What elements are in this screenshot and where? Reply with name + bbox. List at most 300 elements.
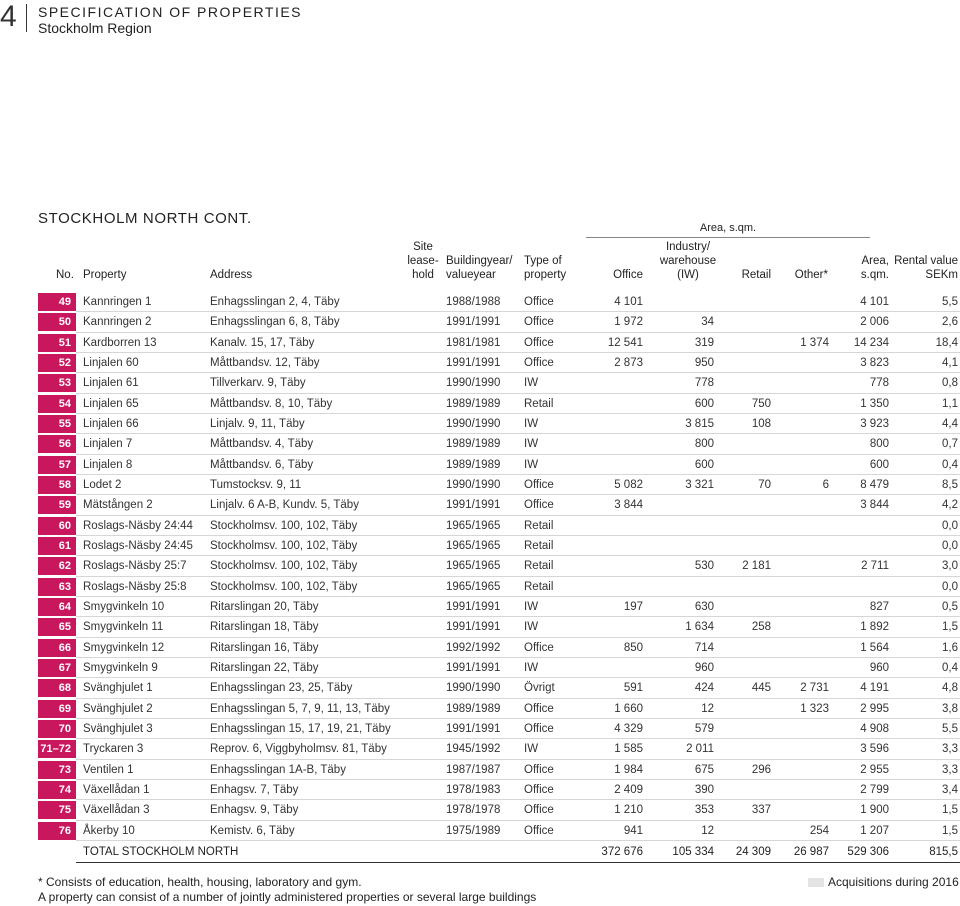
table-row bbox=[38, 414, 960, 434]
row-number-badge: 65 bbox=[38, 618, 76, 636]
cell-office: 2 409 bbox=[614, 783, 643, 796]
cell-iw: 600 bbox=[694, 458, 714, 471]
cell-year: 1991/1991 bbox=[446, 356, 501, 369]
cell-area: 827 bbox=[869, 600, 889, 613]
cell-rent: 0,0 bbox=[942, 580, 958, 593]
header-industry-line1: Industry/ bbox=[665, 241, 711, 253]
row-number-badge: 58 bbox=[38, 476, 76, 494]
cell-type: Övrigt bbox=[524, 682, 555, 695]
header-other: Other* bbox=[794, 269, 828, 281]
cell-property: Roslags-Näsby 25:7 bbox=[83, 560, 187, 573]
header-rental bbox=[890, 254, 958, 282]
cell-area: 1 892 bbox=[860, 621, 889, 634]
cell-rent: 1,5 bbox=[942, 621, 958, 634]
cell-address: Ritarslingan 22, Täby bbox=[210, 661, 319, 674]
header-building-line1: Buildingyear/ bbox=[446, 255, 513, 267]
cell-address: Kemistv. 6, Täby bbox=[210, 824, 295, 837]
cell-area: 1 900 bbox=[860, 804, 889, 817]
cell-year: 1988/1988 bbox=[446, 296, 501, 308]
cell-property: Mätstången 2 bbox=[83, 499, 153, 512]
cell-year: 1990/1990 bbox=[446, 377, 501, 390]
cell-type: Office bbox=[524, 316, 554, 329]
cell-year: 1989/1989 bbox=[446, 458, 501, 471]
row-number-badge: 56 bbox=[38, 435, 76, 453]
cell-property: Roslags-Näsby 24:44 bbox=[83, 519, 193, 532]
cell-iw: 1 634 bbox=[685, 621, 714, 634]
header-area-line1: Area, bbox=[861, 255, 889, 267]
cell-address: Enhagsslingan 15, 17, 19, 21, Täby bbox=[210, 722, 391, 735]
table-row bbox=[38, 678, 960, 698]
cell-office: 197 bbox=[623, 600, 643, 613]
cell-year: 1989/1989 bbox=[446, 397, 501, 410]
cell-address: Stockholmsv. 100, 102, Täby bbox=[210, 539, 358, 552]
cell-year: 1987/1987 bbox=[446, 763, 501, 776]
cell-address: Ritarslingan 18, Täby bbox=[210, 621, 319, 634]
cell-address: Ritarslingan 20, Täby bbox=[210, 600, 319, 613]
cell-iw: 34 bbox=[701, 316, 714, 329]
cell-area: 778 bbox=[869, 377, 889, 390]
footnote-property: A property can consist of a number of jointly administered properties or several large buildings bbox=[38, 890, 537, 904]
cell-address: Reprov. 6, Viggbyholmsv. 81, Täby bbox=[210, 743, 387, 756]
cell-rent: 4,8 bbox=[942, 682, 958, 695]
cell-property: Växellådan 1 bbox=[83, 783, 150, 796]
cell-address: Enhagsv. 7, Täby bbox=[210, 783, 299, 796]
cell-property: Roslags-Näsby 24:45 bbox=[83, 539, 193, 552]
cell-property: Tryckaren 3 bbox=[83, 743, 144, 756]
cell-address: Enhagsslingan 5, 7, 9, 11, 13, Täby bbox=[210, 702, 390, 715]
cell-year: 1991/1991 bbox=[446, 722, 501, 735]
header-industry bbox=[646, 240, 730, 282]
header-site-leasehold bbox=[402, 240, 444, 282]
cell-iw: 960 bbox=[694, 661, 714, 674]
cell-year: 1965/1965 bbox=[446, 560, 501, 573]
row-number-badge: 69 bbox=[38, 700, 76, 718]
cell-rent: 8,5 bbox=[942, 478, 958, 491]
cell-rent: 4,4 bbox=[942, 417, 958, 430]
header-area bbox=[845, 254, 889, 282]
cell-other: 6 bbox=[822, 478, 829, 491]
cell-office: 850 bbox=[623, 641, 643, 654]
cell-iw: 424 bbox=[694, 682, 714, 695]
header-building-line2: valueyear bbox=[446, 269, 496, 281]
cell-office: 5 082 bbox=[614, 478, 643, 491]
cell-office: 941 bbox=[623, 824, 643, 837]
cell-retail: 258 bbox=[751, 621, 771, 634]
table-row bbox=[38, 373, 960, 393]
row-number-badge: 68 bbox=[38, 679, 76, 697]
table-row bbox=[38, 577, 960, 597]
header-industry-line2: warehouse bbox=[659, 255, 717, 267]
cell-year: 1991/1991 bbox=[446, 621, 501, 634]
cell-year: 1975/1989 bbox=[446, 824, 501, 837]
cell-iw: 630 bbox=[694, 600, 714, 613]
cell-type: IW bbox=[524, 661, 539, 674]
page-title: SPECIFICATION OF PROPERTIES bbox=[38, 4, 303, 20]
table-row bbox=[38, 658, 960, 678]
cell-retail: 2 181 bbox=[742, 560, 771, 573]
cell-year: 1990/1990 bbox=[446, 417, 501, 430]
cell-iw: 800 bbox=[694, 438, 714, 451]
table-row bbox=[38, 495, 960, 515]
cell-type: Office bbox=[524, 478, 554, 491]
cell-rent: 1,5 bbox=[942, 804, 958, 817]
cell-property: Smygvinkeln 11 bbox=[83, 621, 164, 634]
cell-rent: 0,5 bbox=[942, 600, 958, 613]
cell-area: 3 844 bbox=[860, 499, 889, 512]
header-industry-line3: (IW) bbox=[677, 269, 699, 281]
header-address: Address bbox=[210, 269, 253, 281]
cell-type: Retail bbox=[524, 539, 554, 552]
cell-office: 2 873 bbox=[614, 356, 643, 369]
table-row bbox=[38, 475, 960, 495]
cell-rent: 0,0 bbox=[942, 519, 958, 532]
cell-address: Stockholmsv. 100, 102, Täby bbox=[210, 560, 358, 573]
cell-address: Tumstocksv. 9, 11 bbox=[210, 478, 302, 491]
cell-property: Åkerby 10 bbox=[83, 824, 135, 837]
cell-iw: 2 011 bbox=[686, 743, 714, 756]
header-site-line1: Site bbox=[413, 241, 433, 253]
cell-iw: 3 321 bbox=[685, 478, 714, 491]
cell-rent: 5,5 bbox=[942, 296, 958, 308]
cell-year: 1991/1991 bbox=[446, 316, 501, 329]
cell-office: 12 541 bbox=[607, 336, 643, 349]
cell-rent: 0,4 bbox=[942, 458, 958, 471]
cell-area: 2 995 bbox=[860, 702, 889, 715]
row-number-badge: 60 bbox=[38, 517, 76, 535]
cell-year: 1978/1983 bbox=[446, 783, 501, 796]
header-site-line3: hold bbox=[412, 269, 434, 281]
cell-property: Roslags-Näsby 25:8 bbox=[83, 580, 187, 593]
row-number-badge: 76 bbox=[38, 822, 76, 840]
cell-property: Smygvinkeln 9 bbox=[83, 661, 158, 674]
cell-rent: 2,6 bbox=[942, 316, 958, 329]
cell-year: 1991/1991 bbox=[446, 600, 501, 613]
total-row bbox=[38, 841, 960, 863]
cell-address: Enhagsslingan 23, 25, Täby bbox=[210, 682, 353, 695]
cell-area: 3 823 bbox=[860, 356, 889, 369]
cell-address: Ritarslingan 16, Täby bbox=[210, 641, 319, 654]
cell-rent: 18,4 bbox=[935, 336, 958, 349]
cell-retail: 750 bbox=[751, 397, 771, 410]
cell-rent: 1,1 bbox=[942, 397, 958, 410]
table-row bbox=[38, 800, 960, 820]
header-area-line2: s.qm. bbox=[860, 269, 889, 281]
acquisitions-legend-label: Acquisitions during 2016 bbox=[828, 875, 959, 889]
cell-type: Office bbox=[524, 722, 554, 735]
cell-address: Måttbandsv. 12, Täby bbox=[210, 356, 320, 369]
cell-rent: 3,0 bbox=[942, 560, 958, 573]
header-site-line2: lease- bbox=[407, 255, 439, 267]
cell-type: Retail bbox=[524, 580, 554, 593]
area-group-header bbox=[586, 223, 870, 238]
cell-office: 4 329 bbox=[614, 722, 643, 735]
cell-type: IW bbox=[524, 458, 539, 471]
cell-type: IW bbox=[524, 438, 539, 451]
cell-retail: 445 bbox=[751, 682, 771, 695]
table-row bbox=[38, 394, 960, 414]
total-label: TOTAL STOCKHOLM NORTH bbox=[83, 845, 239, 858]
cell-address: Stockholmsv. 100, 102, Täby bbox=[210, 580, 358, 593]
page-subtitle: Stockholm Region bbox=[38, 20, 152, 36]
cell-type: Office bbox=[524, 641, 554, 654]
row-number-badge: 62 bbox=[38, 557, 76, 575]
cell-rent: 3,4 bbox=[942, 783, 958, 796]
cell-property: Smygvinkeln 12 bbox=[83, 641, 165, 654]
cell-iw: 3 815 bbox=[685, 417, 714, 430]
header-rental-line2: SEKm bbox=[925, 269, 958, 281]
header-retail: Retail bbox=[741, 269, 771, 281]
cell-property: Linjalen 60 bbox=[83, 356, 139, 369]
header-type-line2: property bbox=[524, 269, 567, 281]
cell-property: Kardborren 13 bbox=[83, 336, 157, 349]
cell-rent: 3,8 bbox=[942, 702, 958, 715]
total-retail: 24 309 bbox=[735, 845, 771, 858]
cell-retail: 108 bbox=[751, 417, 771, 430]
row-number-badge: 70 bbox=[38, 720, 76, 738]
row-number-badge: 52 bbox=[38, 354, 76, 372]
cell-address: Måttbandsv. 4, Täby bbox=[210, 438, 314, 451]
header-rental-line1: Rental value bbox=[894, 255, 958, 267]
section-title: STOCKHOLM NORTH CONT. bbox=[38, 210, 252, 227]
table-row bbox=[38, 292, 960, 312]
cell-area: 4 191 bbox=[860, 682, 889, 695]
cell-iw: 600 bbox=[694, 397, 714, 410]
cell-area: 600 bbox=[869, 458, 889, 471]
cell-rent: 0,8 bbox=[942, 377, 958, 390]
total-area: 529 306 bbox=[847, 845, 889, 858]
cell-type: Office bbox=[524, 296, 554, 308]
cell-property: Svänghjulet 1 bbox=[83, 682, 153, 695]
cell-iw: 714 bbox=[694, 641, 714, 654]
total-divider bbox=[76, 862, 960, 863]
cell-property: Kannringen 1 bbox=[83, 296, 152, 308]
cell-type: Retail bbox=[524, 560, 554, 573]
acquisitions-legend-swatch bbox=[808, 878, 824, 887]
table-row bbox=[38, 780, 960, 800]
cell-iw: 319 bbox=[694, 336, 714, 349]
total-office: 372 676 bbox=[601, 845, 643, 858]
row-number-badge: 61 bbox=[38, 537, 76, 555]
table-row bbox=[38, 353, 960, 373]
cell-year: 1965/1965 bbox=[446, 519, 501, 532]
cell-property: Svänghjulet 3 bbox=[83, 722, 153, 735]
cell-office: 3 844 bbox=[614, 499, 643, 512]
cell-address: Tillverkarv. 9, Täby bbox=[210, 377, 306, 390]
table-row bbox=[38, 434, 960, 454]
header-type-line1: Type of bbox=[524, 255, 562, 267]
page-heading bbox=[38, 4, 302, 36]
cell-year: 1989/1989 bbox=[446, 438, 501, 451]
cell-address: Enhagsslingan 1A-B, Täby bbox=[210, 763, 346, 776]
cell-office: 1 984 bbox=[614, 763, 643, 776]
row-number-badge: 57 bbox=[38, 456, 76, 474]
cell-rent: 0,7 bbox=[942, 438, 958, 451]
total-other: 26 987 bbox=[793, 845, 829, 858]
cell-rent: 1,5 bbox=[942, 824, 958, 837]
table-row bbox=[38, 719, 960, 739]
cell-type: Office bbox=[524, 702, 554, 715]
cell-rent: 4,2 bbox=[942, 499, 958, 512]
row-number-badge: 73 bbox=[38, 761, 76, 779]
cell-type: Retail bbox=[524, 519, 554, 532]
cell-rent: 4,1 bbox=[942, 356, 958, 369]
cell-iw: 675 bbox=[694, 763, 714, 776]
cell-year: 1992/1992 bbox=[446, 641, 501, 654]
cell-address: Måttbandsv. 6, Täby bbox=[210, 458, 314, 471]
row-number-badge: 74 bbox=[38, 781, 76, 799]
cell-office: 591 bbox=[623, 682, 643, 695]
cell-type: IW bbox=[524, 377, 539, 390]
header-office: Office bbox=[613, 269, 643, 281]
cell-office: 4 101 bbox=[614, 296, 643, 308]
cell-area: 2 006 bbox=[860, 316, 889, 329]
row-number-badge: 59 bbox=[38, 496, 76, 514]
table-row bbox=[38, 536, 960, 556]
cell-year: 1981/1981 bbox=[446, 336, 501, 349]
row-number-badge: 55 bbox=[38, 415, 76, 433]
cell-year: 1978/1978 bbox=[446, 804, 501, 817]
row-number-badge: 71–72 bbox=[38, 740, 76, 758]
cell-office: 1 660 bbox=[614, 702, 643, 715]
cell-other: 2 731 bbox=[800, 682, 829, 695]
cell-area: 1 350 bbox=[860, 397, 889, 410]
cell-year: 1990/1990 bbox=[446, 682, 501, 695]
cell-year: 1991/1991 bbox=[446, 499, 501, 512]
cell-property: Växellådan 3 bbox=[83, 804, 150, 817]
row-number-badge: 53 bbox=[38, 374, 76, 392]
cell-type: Office bbox=[524, 804, 554, 817]
cell-iw: 579 bbox=[694, 722, 714, 735]
cell-type: Office bbox=[524, 499, 554, 512]
cell-year: 1945/1992 bbox=[446, 743, 501, 756]
cell-address: Enhagsslingan 2, 4, Täby bbox=[210, 296, 340, 308]
row-number-badge: 51 bbox=[38, 334, 76, 352]
cell-address: Linjalv. 6 A-B, Kundv. 5, Täby bbox=[210, 499, 359, 512]
cell-other: 254 bbox=[809, 824, 829, 837]
total-iw: 105 334 bbox=[672, 845, 714, 858]
cell-area: 1 207 bbox=[860, 824, 889, 837]
cell-rent: 0,4 bbox=[942, 661, 958, 674]
cell-iw: 12 bbox=[701, 702, 714, 715]
cell-area: 3 596 bbox=[860, 743, 889, 756]
table-row bbox=[38, 821, 960, 841]
cell-area: 1 564 bbox=[860, 641, 889, 654]
table-row bbox=[38, 617, 960, 637]
cell-address: Enhagsslingan 6, 8, Täby bbox=[210, 316, 340, 329]
cell-area: 960 bbox=[869, 661, 889, 674]
table-row bbox=[38, 699, 960, 719]
cell-iw: 12 bbox=[701, 824, 714, 837]
cell-property: Svänghjulet 2 bbox=[83, 702, 153, 715]
cell-type: Office bbox=[524, 824, 554, 837]
cell-iw: 353 bbox=[694, 804, 714, 817]
cell-property: Smygvinkeln 10 bbox=[83, 600, 165, 613]
cell-property: Ventilen 1 bbox=[83, 763, 134, 776]
cell-type: Retail bbox=[524, 397, 554, 410]
total-rent: 815,5 bbox=[929, 845, 958, 858]
table-row bbox=[38, 597, 960, 617]
header-type bbox=[524, 254, 566, 282]
cell-address: Enhagsv. 9, Täby bbox=[210, 804, 299, 817]
cell-property: Kannringen 2 bbox=[83, 316, 152, 329]
table-body bbox=[38, 292, 960, 841]
cell-type: IW bbox=[524, 743, 539, 756]
row-number-badge: 63 bbox=[38, 578, 76, 596]
table-row bbox=[38, 638, 960, 658]
cell-office: 1 972 bbox=[614, 316, 643, 329]
table-row bbox=[38, 312, 960, 332]
cell-property: Linjalen 66 bbox=[83, 417, 139, 430]
cell-year: 1991/1991 bbox=[446, 661, 501, 674]
cell-office: 1 585 bbox=[614, 743, 643, 756]
row-number-badge: 67 bbox=[38, 659, 76, 677]
header-no: No. bbox=[56, 269, 74, 281]
row-number-badge: 75 bbox=[38, 801, 76, 819]
cell-retail: 296 bbox=[751, 763, 771, 776]
table-row bbox=[38, 455, 960, 475]
cell-rent: 1,6 bbox=[942, 641, 958, 654]
cell-area: 4 101 bbox=[860, 296, 889, 308]
cell-area: 8 479 bbox=[860, 478, 889, 491]
cell-area: 14 234 bbox=[853, 336, 889, 349]
cell-type: Office bbox=[524, 336, 554, 349]
cell-iw: 950 bbox=[694, 356, 714, 369]
cell-iw: 778 bbox=[694, 377, 714, 390]
cell-type: IW bbox=[524, 621, 539, 634]
cell-retail: 70 bbox=[758, 478, 771, 491]
page-number-divider bbox=[26, 4, 27, 32]
page-number: 4 bbox=[0, 0, 17, 33]
cell-property: Linjalen 61 bbox=[83, 377, 139, 390]
cell-type: IW bbox=[524, 600, 539, 613]
cell-area: 800 bbox=[869, 438, 889, 451]
table-row bbox=[38, 333, 960, 353]
table-row bbox=[38, 760, 960, 780]
cell-address: Linjalv. 9, 11, Täby bbox=[210, 417, 305, 430]
cell-year: 1965/1965 bbox=[446, 539, 501, 552]
area-group-label: Area, s.qm. bbox=[699, 222, 757, 234]
cell-area: 3 923 bbox=[860, 417, 889, 430]
cell-property: Linjalen 65 bbox=[83, 397, 139, 410]
header-property: Property bbox=[83, 269, 127, 281]
cell-iw: 390 bbox=[694, 783, 714, 796]
cell-area: 2 799 bbox=[860, 783, 889, 796]
cell-year: 1990/1990 bbox=[446, 478, 501, 491]
properties-table bbox=[38, 292, 960, 863]
table-row bbox=[38, 516, 960, 536]
cell-year: 1965/1965 bbox=[446, 580, 501, 593]
cell-property: Linjalen 8 bbox=[83, 458, 133, 471]
cell-address: Kanalv. 15, 17, Täby bbox=[210, 336, 315, 349]
cell-iw: 530 bbox=[694, 560, 714, 573]
header-building-year bbox=[446, 254, 512, 282]
row-number-badge: 66 bbox=[38, 639, 76, 657]
cell-year: 1989/1989 bbox=[446, 702, 501, 715]
cell-retail: 337 bbox=[751, 804, 771, 817]
footnote-other: * Consists of education, health, housing, laboratory and gym. bbox=[38, 875, 362, 889]
cell-address: Stockholmsv. 100, 102, Täby bbox=[210, 519, 358, 532]
cell-area: 4 908 bbox=[860, 722, 889, 735]
table-row bbox=[38, 556, 960, 576]
cell-area: 2 711 bbox=[861, 560, 889, 573]
row-number-badge: 54 bbox=[38, 395, 76, 413]
row-number-badge: 64 bbox=[38, 598, 76, 616]
cell-office: 1 210 bbox=[614, 804, 643, 817]
cell-property: Lodet 2 bbox=[83, 478, 122, 491]
cell-type: Office bbox=[524, 356, 554, 369]
cell-type: Office bbox=[524, 763, 554, 776]
cell-address: Måttbandsv. 8, 10, Täby bbox=[210, 397, 333, 410]
